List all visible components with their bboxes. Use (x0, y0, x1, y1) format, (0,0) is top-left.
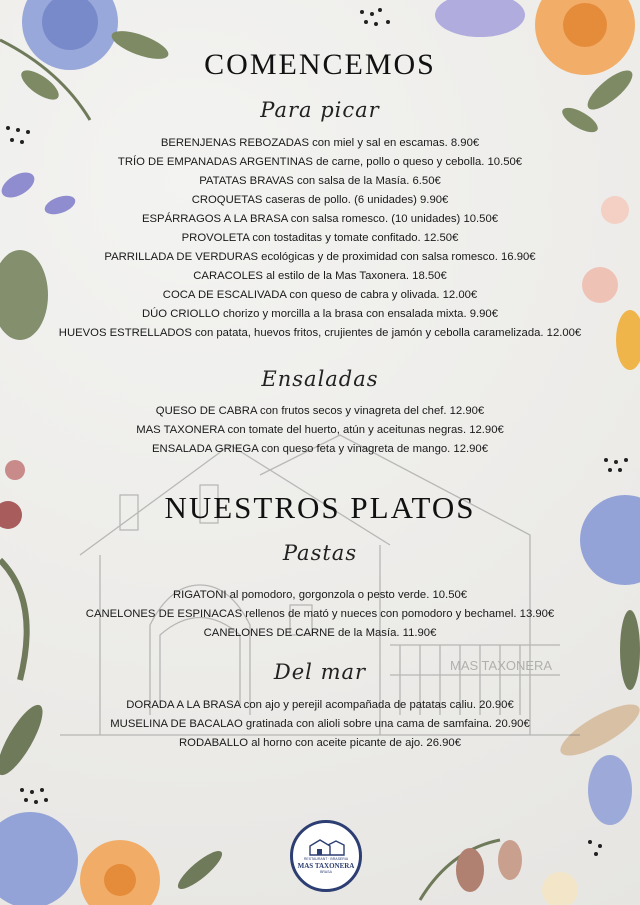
section-title-pastas: Pastas (282, 541, 358, 565)
heading-nuestros-platos: NUESTROS PLATOS (164, 490, 476, 525)
menu-item: CARACOLES al estilo de la Mas Taxonera. 18.50€ (193, 270, 447, 282)
menu-item: HUEVOS ESTRELLADOS con patata, huevos fritos, crujientes de jamón y cebolla caramelizada. 12.00€ (58, 327, 582, 339)
menu-item: ESPÁRRAGOS A LA BRASA con salsa romesco. (10 unidades) 10.50€ (141, 213, 499, 225)
logo-tagline: RESTAURANT · BRASERIA (303, 857, 349, 861)
menu-item: MAS TAXONERA con tomate del huerto, atún y aceitunas negras. 12.90€ (136, 424, 504, 436)
logo-subtext: BRASA (320, 870, 332, 874)
menu-item: PROVOLETA con tostaditas y tomate confitado. 12.50€ (181, 232, 459, 244)
menu-item: QUESO DE CABRA con frutos secos y vinagreta del chef. 12.90€ (155, 405, 485, 417)
menu-item: CROQUETAS caseras de pollo. (6 unidades) 9.90€ (191, 194, 449, 206)
menu-item: CANELONES DE ESPINACAS rellenos de mató y nueces con pomodoro y bechamel. 13.90€ (85, 608, 555, 620)
menu-item: TRÍO DE EMPANADAS ARGENTINAS de carne, pollo o queso y cebolla. 10.50€ (117, 156, 523, 168)
section-title-ensaladas: Ensaladas (261, 367, 379, 391)
menu-item: DÚO CRIOLLO chorizo y morcilla a la brasa con ensalada mixta. 9.90€ (141, 308, 498, 320)
ensaladas-list (0, 402, 640, 459)
heading-comencemos: COMENCEMOS (204, 48, 436, 81)
menu-item: ENSALADA GRIEGA con queso feta y vinagreta de mango. 12.90€ (152, 443, 488, 455)
menu-item: RODABALLO al horno con aceite picante de ajo. 26.90€ (179, 737, 461, 749)
logo-name: MAS TAXONERA (297, 862, 355, 870)
watermark-text: MAS TAXONERA (450, 658, 553, 673)
menu-item: DORADA A LA BRASA con ajo y perejil acompañada de patatas caliu. 20.90€ (126, 699, 514, 711)
house-icon (306, 837, 346, 857)
section-title-del-mar: Del mar (273, 660, 367, 684)
del-mar-list (0, 696, 640, 753)
section-title-para-picar: Para picar (260, 98, 380, 122)
para-picar-list (0, 134, 640, 343)
pastas-list (0, 586, 640, 643)
menu-item: CANELONES DE CARNE de la Masía. 11.90€ (203, 627, 437, 639)
menu-item: RIGATONI al pomodoro, gorgonzola o pesto verde. 10.50€ (172, 589, 468, 601)
menu-item: MUSELINA DE BACALAO gratinada con alioli sobre una cama de samfaina. 20.90€ (110, 718, 530, 730)
menu-item: BERENJENAS REBOZADAS con miel y sal en escamas. 8.90€ (160, 137, 480, 149)
menu-item: PARRILLADA DE VERDURAS ecológicas y de proximidad con salsa romesco. 16.90€ (104, 251, 536, 263)
restaurant-logo (290, 820, 362, 892)
menu-item: PATATAS BRAVAS con salsa de la Masía. 6.50€ (199, 175, 441, 187)
menu-item: COCA DE ESCALIVADA con queso de cabra y olivada. 12.00€ (162, 289, 478, 301)
